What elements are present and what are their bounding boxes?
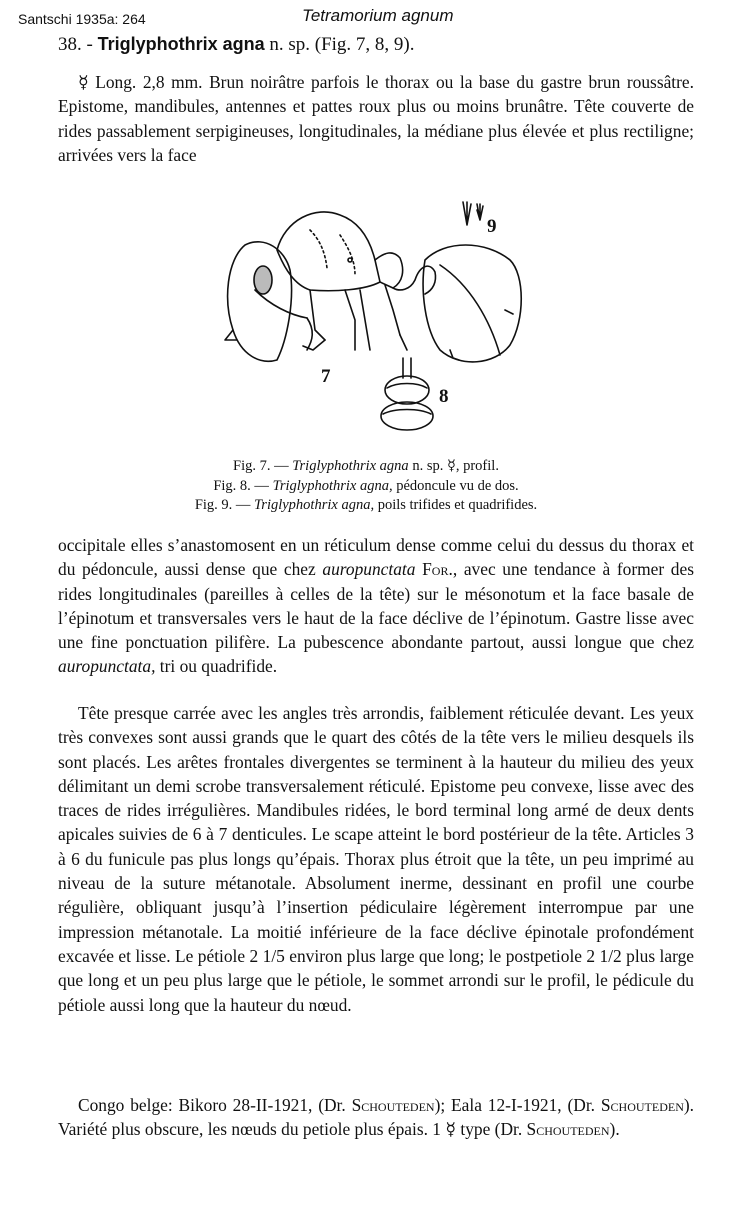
- ant-illustration: [215, 190, 545, 440]
- figure-label-7: 7: [321, 366, 331, 387]
- figure-ant-drawing: [215, 190, 545, 440]
- caption-fig-7: Fig. 7. — Triglyphothrix agna n. sp. ☿, profil.: [233, 458, 499, 474]
- paragraph-description-text: ☿ Long. 2,8 mm. Brun noirâtre parfois le thorax ou la base du gastre brun roussâtre. Epistome, mandibules, antennes et pattes roux plus ou moins brunâtre. Tête couverte de rides passablement serpigineuses, longitudinales, la médiane plus élevée et plus rectiligne; arrivées vers la face: [58, 72, 694, 165]
- caption-fig-9: Fig. 9. — Triglyphothrix agna, poils trifides et quadrifides.: [194, 497, 538, 513]
- paragraph-sculpture: occipitale elles s’anastomosent en un réticulum dense comme celui du dessus du thorax et du pédoncule, aussi dense que chez auropunctata For., avec une tendance à former des rides longitudinales (pareilles à celles de la tête) sur le mésonotum et la face basale de l’épinotum et transversales vers le haut de la face déclive de l’épinotum. Gastre lisse avec une fine ponctuation pilifère. La pubescence abondante partout, aussi longue que chez auropunctata, tri ou quadrifide.: [58, 535, 694, 677]
- citation: Santschi 1935a: 264: [18, 11, 146, 27]
- caption-fig-8: Fig. 8. — Triglyphothrix agna, pédoncule vu de dos.: [213, 478, 519, 494]
- figure-label-8: 8: [439, 386, 449, 407]
- figure-label-9: 9: [487, 216, 497, 237]
- paragraph-description: [58, 70, 694, 167]
- entry-number: 38.: [58, 34, 82, 55]
- paragraph-morphology: Tête presque carrée avec les angles très arrondis, faiblement réticulée devant. Les yeux très convexes sont aussi grands que le quart des côtés de la tête vers le milieu desquels ils sont placés. Les arêtes frontales divergentes se terminent à la hauteur du milieu des yeux délimitant un demi scrobe transversalement réticulé. Epistome peu convexe, lisse avec des traces de rides irrégulières. Mandibules ridées, le bord terminal long armé de deux dents apicales suivies de 6 à 7 denticules. Le scape atteint le bord postérieur de la tête. Articles 3 à 6 du funicule pas plus longs qu’épais. Thorax plus étroit que la tête, un peu imprimé au niveau de la suture métanotale. Absolument inerme, dessinant en profil une courbe régulière, obliquant jusqu’à l’insertion pédiculaire légèrement interrompue par une impression métanotale. La moitié inférieure de la face déclive épinotale profondément excavée et lisse. Le pétiole 2 1/5 environ plus large que long; le postpetiole 2 1/2 plus large que long et un peu plus large que le pétiole, le sommet arrondi sur le profil, le pédicule du pétiole aussi long que la hauteur du nœud.: [58, 703, 694, 1015]
- entry-name: Triglyphothrix agna: [97, 34, 265, 54]
- species-title: Tetramorium agnum: [302, 6, 454, 25]
- entry-heading: 38. - Triglyphothrix agna n. sp. (Fig. 7, 8, 9).: [58, 34, 415, 55]
- entry-suffix: n. sp. (Fig. 7, 8, 9).: [269, 34, 415, 55]
- paragraph-localities: Congo belge: Bikoro 28-II-1921, (Dr. Schouteden); Eala 12-I-1921, (Dr. Schouteden). Variété plus obscure, les nœuds du petiole plus épais. 1 ☿ type (Dr. Schouteden).: [58, 1095, 694, 1140]
